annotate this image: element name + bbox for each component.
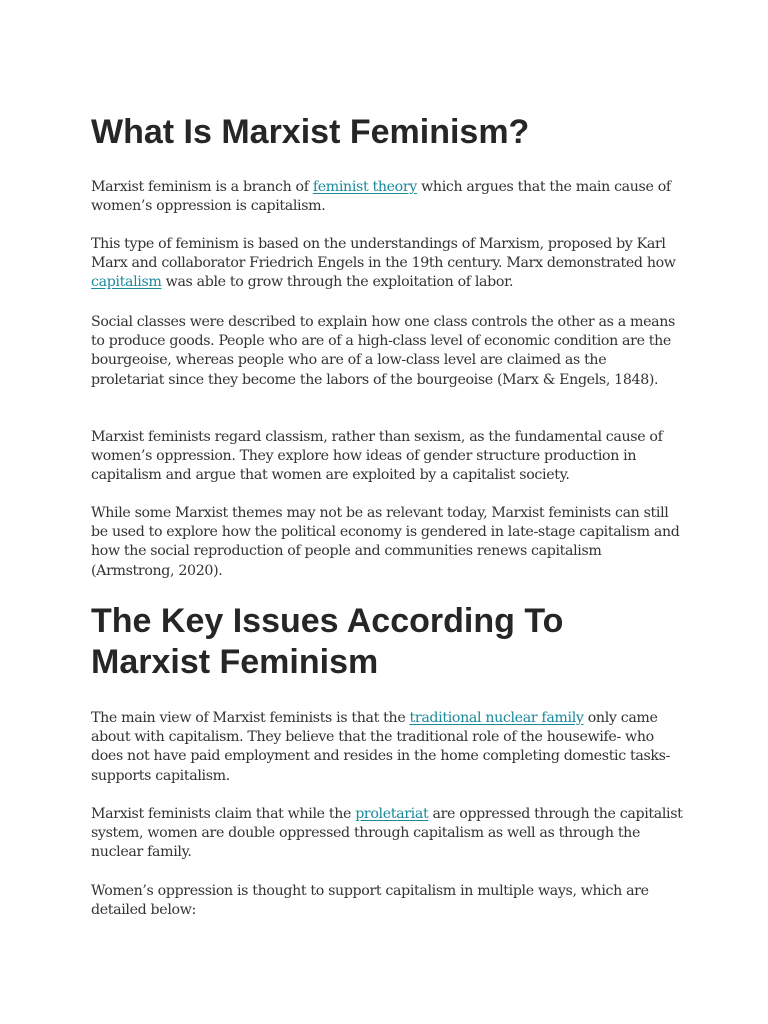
paragraph-text: are oppressed through the capitalist system, women are double oppressed through capitalism as well as through the nuclear family. — [91, 806, 683, 861]
paragraph-text: only came about with capitalism. They believe that the traditional role of the housewife- who does not have paid employment and resides in the home completing domestic tasks- supports capitalism. — [91, 710, 671, 784]
feminist-theory-link[interactable]: feminist theory — [312, 179, 417, 195]
paragraph-classism: Marxist feminists regard classism, rather than sexism, as the fundamental cause of women’s oppression. They explore how ideas of gender structure production in capitalism and argue that women are exploited by a capitalist society. — [91, 429, 663, 484]
paragraph-intro — [91, 178, 683, 216]
paragraph-social-classes: Social classes were described to explain how one class controls the other as a means to produce goods. People who are of a high-class level of economic condition are the bourgeoise, whereas people who are of a low-class level are claimed as the proletariat since they become the labors of the bourgeoise (Marx & Engels, 1848). — [91, 314, 675, 388]
paragraph-nuclear-family — [91, 709, 683, 786]
paragraph-text: The main view of Marxist feminists is that the — [91, 710, 410, 726]
paragraph-text: was able to grow through the exploitation of labor. — [161, 274, 514, 291]
proletariat-link[interactable]: proletariat — [355, 806, 429, 822]
capitalism-link[interactable]: capitalism — [91, 274, 162, 291]
paragraph-text: This type of feminism is based on the understandings of Marxism, proposed by Karl Marx and collaborator Friedrich Engels in the 19th century. Marx demonstrated how — [91, 236, 676, 272]
paragraph-relevance: While some Marxist themes may not be as relevant today, Marxist feminists can still be used to explore how the political economy is gendered in late-stage capitalism and how the social reproduction of people and communities renews capitalism (Armstrong, 2020). — [91, 505, 680, 579]
article-title: What Is Marxist Feminism? — [91, 113, 530, 151]
paragraph-oppression-ways: Women’s oppression is thought to support capitalism in multiple ways, which are detailed below: — [91, 883, 649, 919]
section-heading-key-issues: The Key Issues According To Marxist Feminism — [91, 602, 564, 681]
paragraph-double-oppression — [91, 805, 683, 863]
traditional-nuclear-family-link[interactable]: traditional nuclear family — [409, 710, 584, 726]
paragraph-text: Marxist feminism is a branch of — [91, 179, 313, 195]
paragraph-text: which argues that the main cause of women’s oppression is capitalism. — [91, 179, 671, 215]
paragraph-text: Marxist feminists claim that while the — [91, 806, 356, 822]
paragraph-marxism-origins — [91, 235, 683, 293]
